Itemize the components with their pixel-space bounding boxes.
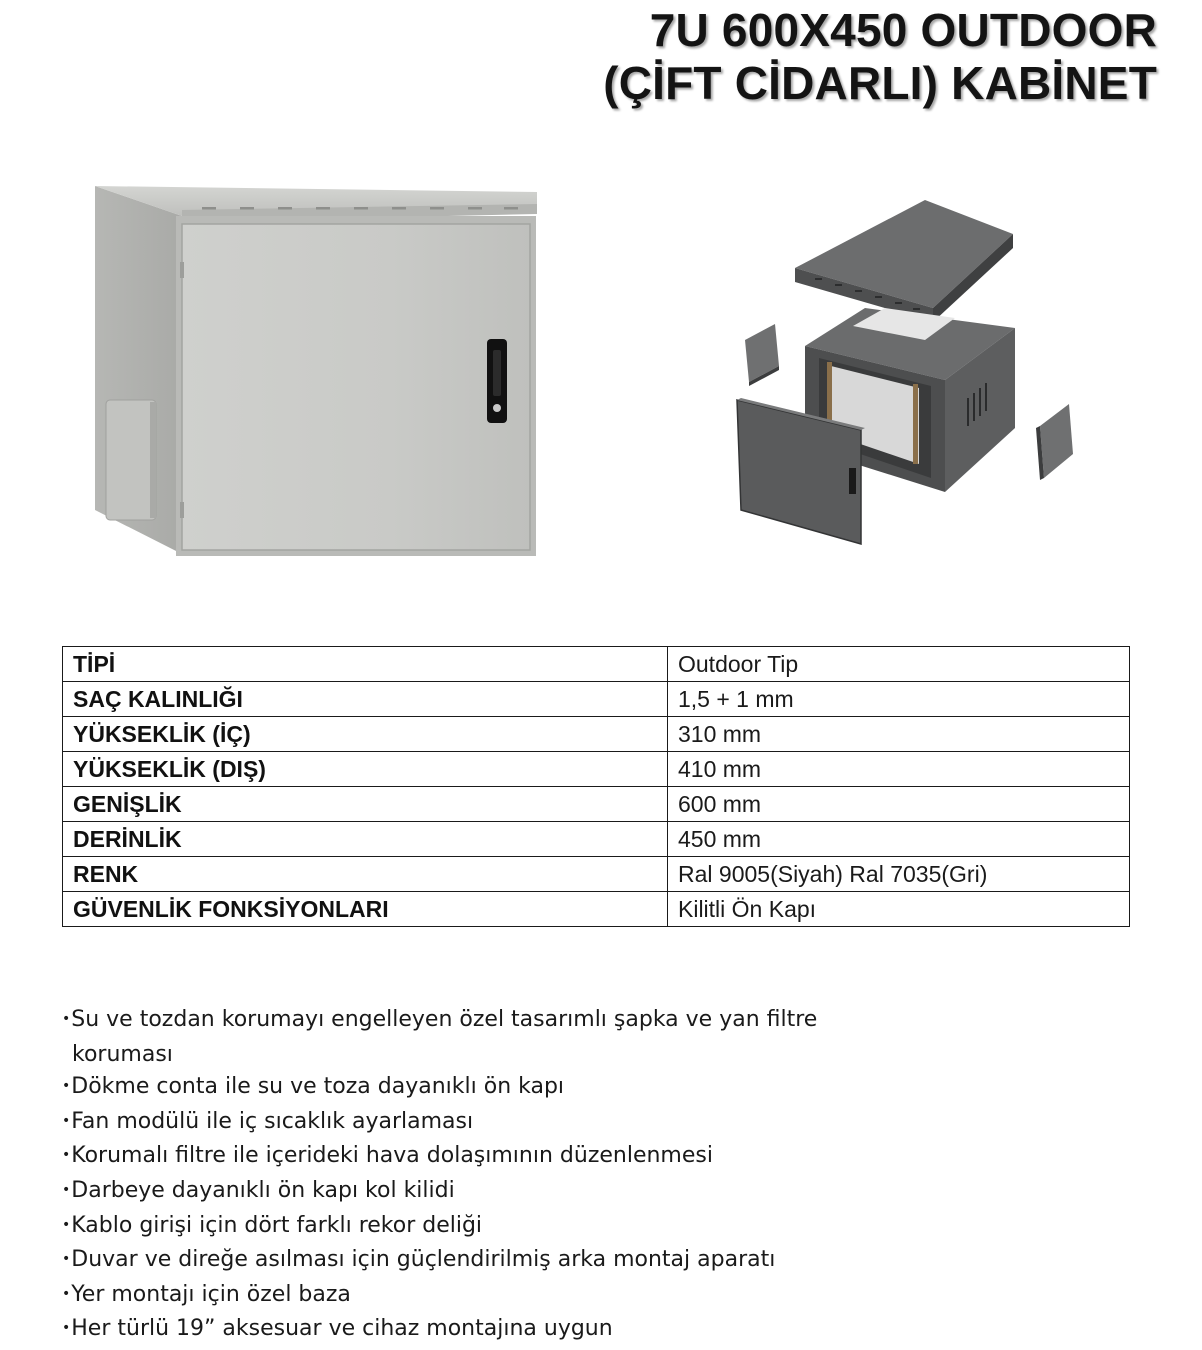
list-item: • Korumalı filtre ile içerideki hava dolaşımının düzenlenmesi (62, 1140, 862, 1175)
list-item: • Yer montajı için özel baza (62, 1279, 862, 1314)
spec-value: 450 mm (668, 822, 1130, 857)
spec-value: 310 mm (668, 717, 1130, 752)
list-item: • Fan modülü ile iç sıcaklık ayarlaması (62, 1106, 862, 1141)
table-row (63, 892, 1130, 927)
title-line-2: (ÇİFT CİDARLI) KABİNET (603, 57, 1157, 109)
title-line-1: 7U 600X450 OUTDOOR (649, 4, 1157, 56)
spec-label: RENK (63, 857, 668, 892)
page-title (603, 4, 1157, 110)
spec-value: 1,5 + 1 mm (668, 682, 1130, 717)
table-row (63, 787, 1130, 822)
list-item: • Kablo girişi için dört farklı rekor deliği (62, 1210, 862, 1245)
spec-value: Ral 9005(Siyah) Ral 7035(Gri) (668, 857, 1130, 892)
spec-label: SAÇ KALINLIĞI (63, 682, 668, 717)
spec-label: GÜVENLİK FONKSİYONLARI (63, 892, 668, 927)
spec-value: 600 mm (668, 787, 1130, 822)
table-row (63, 717, 1130, 752)
spec-value: Outdoor Tip (668, 647, 1130, 682)
table-row (63, 822, 1130, 857)
list-item: • Dökme conta ile su ve toza dayanıklı ön kapı (62, 1071, 862, 1106)
exploded-cabinet-diagram (735, 198, 1080, 548)
list-item: • Su ve tozdan korumayı engelleyen özel tasarımlı şapka ve yan filtre koruması (62, 1004, 862, 1071)
spec-value: 410 mm (668, 752, 1130, 787)
table-row (63, 647, 1130, 682)
spec-label: YÜKSEKLİK (İÇ) (63, 717, 668, 752)
feature-list (62, 1004, 862, 1348)
table-row (63, 682, 1130, 717)
spec-label: DERİNLİK (63, 822, 668, 857)
list-item: • Duvar ve direğe asılması için güçlendirilmiş arka montaj aparatı (62, 1244, 862, 1279)
table-row (63, 752, 1130, 787)
table-row (63, 857, 1130, 892)
list-item: • Her türlü 19” aksesuar ve cihaz montajına uygun (62, 1313, 862, 1348)
spec-label: YÜKSEKLİK (DIŞ) (63, 752, 668, 787)
list-item: • Darbeye dayanıklı ön kapı kol kilidi (62, 1175, 862, 1210)
closed-cabinet-photo (90, 182, 545, 557)
spec-label: TİPİ (63, 647, 668, 682)
spec-label: GENİŞLİK (63, 787, 668, 822)
spec-value: Kilitli Ön Kapı (668, 892, 1130, 927)
spec-table (62, 646, 1130, 927)
